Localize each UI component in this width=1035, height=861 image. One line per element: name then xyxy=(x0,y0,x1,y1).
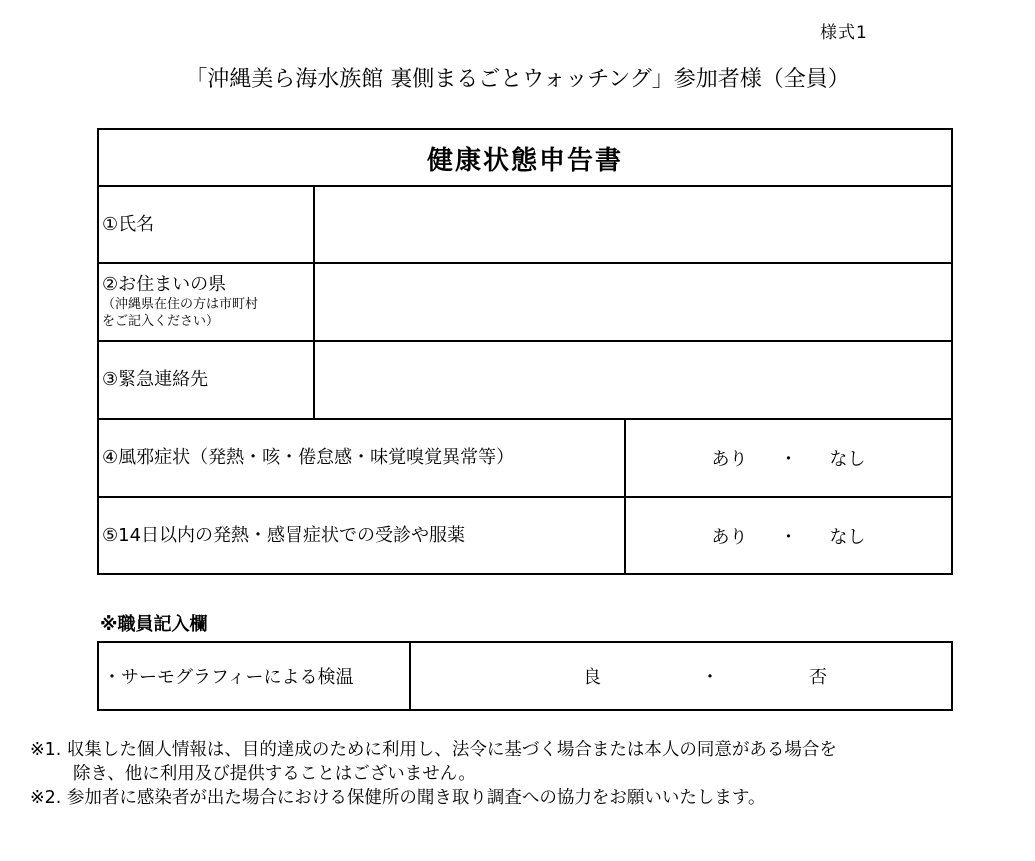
form-number: 様式1 xyxy=(820,23,868,43)
name-field[interactable] xyxy=(316,187,951,262)
choice-separator: ・ xyxy=(779,526,798,548)
emergency-contact-field[interactable] xyxy=(316,342,951,418)
column-divider xyxy=(313,185,315,420)
symptoms-no-option[interactable]: なし xyxy=(829,449,866,470)
staff-entry-table xyxy=(97,641,953,711)
temperature-bad-option[interactable]: 否 xyxy=(809,667,827,688)
row-emergency-label xyxy=(99,342,312,418)
option-separator: ・ xyxy=(701,667,719,688)
thermography-label: ・サーモグラフィーによる検温 xyxy=(103,667,354,688)
note-1-line-2: 除き、他に利用及び提供することはございません。 xyxy=(73,764,476,784)
temperature-good-option[interactable]: 良 xyxy=(583,667,601,688)
table-heading: 健康状態申告書 xyxy=(426,146,623,176)
prefecture-note-line1: （沖縄県在住の方は市町村 xyxy=(102,297,259,312)
footnotes xyxy=(30,738,837,810)
prefecture-field[interactable] xyxy=(316,264,951,340)
name-label: ①氏名 xyxy=(102,213,155,235)
medical-visit-choice xyxy=(626,498,951,573)
symptoms-yes-option[interactable]: あり xyxy=(711,449,748,470)
choice-separator: ・ xyxy=(779,449,798,470)
prefecture-label: ②お住まいの県 xyxy=(102,274,227,295)
symptoms-choice xyxy=(626,420,951,496)
staff-section-heading: ※職員記入欄 xyxy=(100,614,208,635)
health-declaration-table xyxy=(97,128,953,575)
column-divider xyxy=(409,643,411,709)
note-2: ※2. 参加者に感染者が出た場合における保健所の聞き取り調査への協力をお願いいたします。 xyxy=(30,788,766,808)
medical-visit-label: ⑤14日以内の発熱・感冒症状での受診や服薬 xyxy=(102,524,466,546)
row-medical-label xyxy=(99,498,622,573)
row-prefecture-label xyxy=(99,264,312,340)
medical-yes-option[interactable]: あり xyxy=(711,526,748,548)
note-1-line-1: ※1. 収集した個人情報は、目的達成のために利用し、法令に基づく場合または本人の同意がある場合を xyxy=(30,740,837,760)
emergency-contact-label: ③緊急連絡先 xyxy=(102,369,209,390)
symptoms-label: ④風邪症状（発熱・咳・倦怠感・味覚嗅覚異常等） xyxy=(102,447,515,468)
document-title: 「沖縄美ら海水族館 裏側まるごとウォッチング」参加者様（全員） xyxy=(185,67,850,92)
medical-no-option[interactable]: なし xyxy=(829,526,866,548)
row-symptoms-label xyxy=(99,420,622,496)
prefecture-note-line2: をご記入ください） xyxy=(102,314,220,329)
row-name-label xyxy=(99,187,312,262)
